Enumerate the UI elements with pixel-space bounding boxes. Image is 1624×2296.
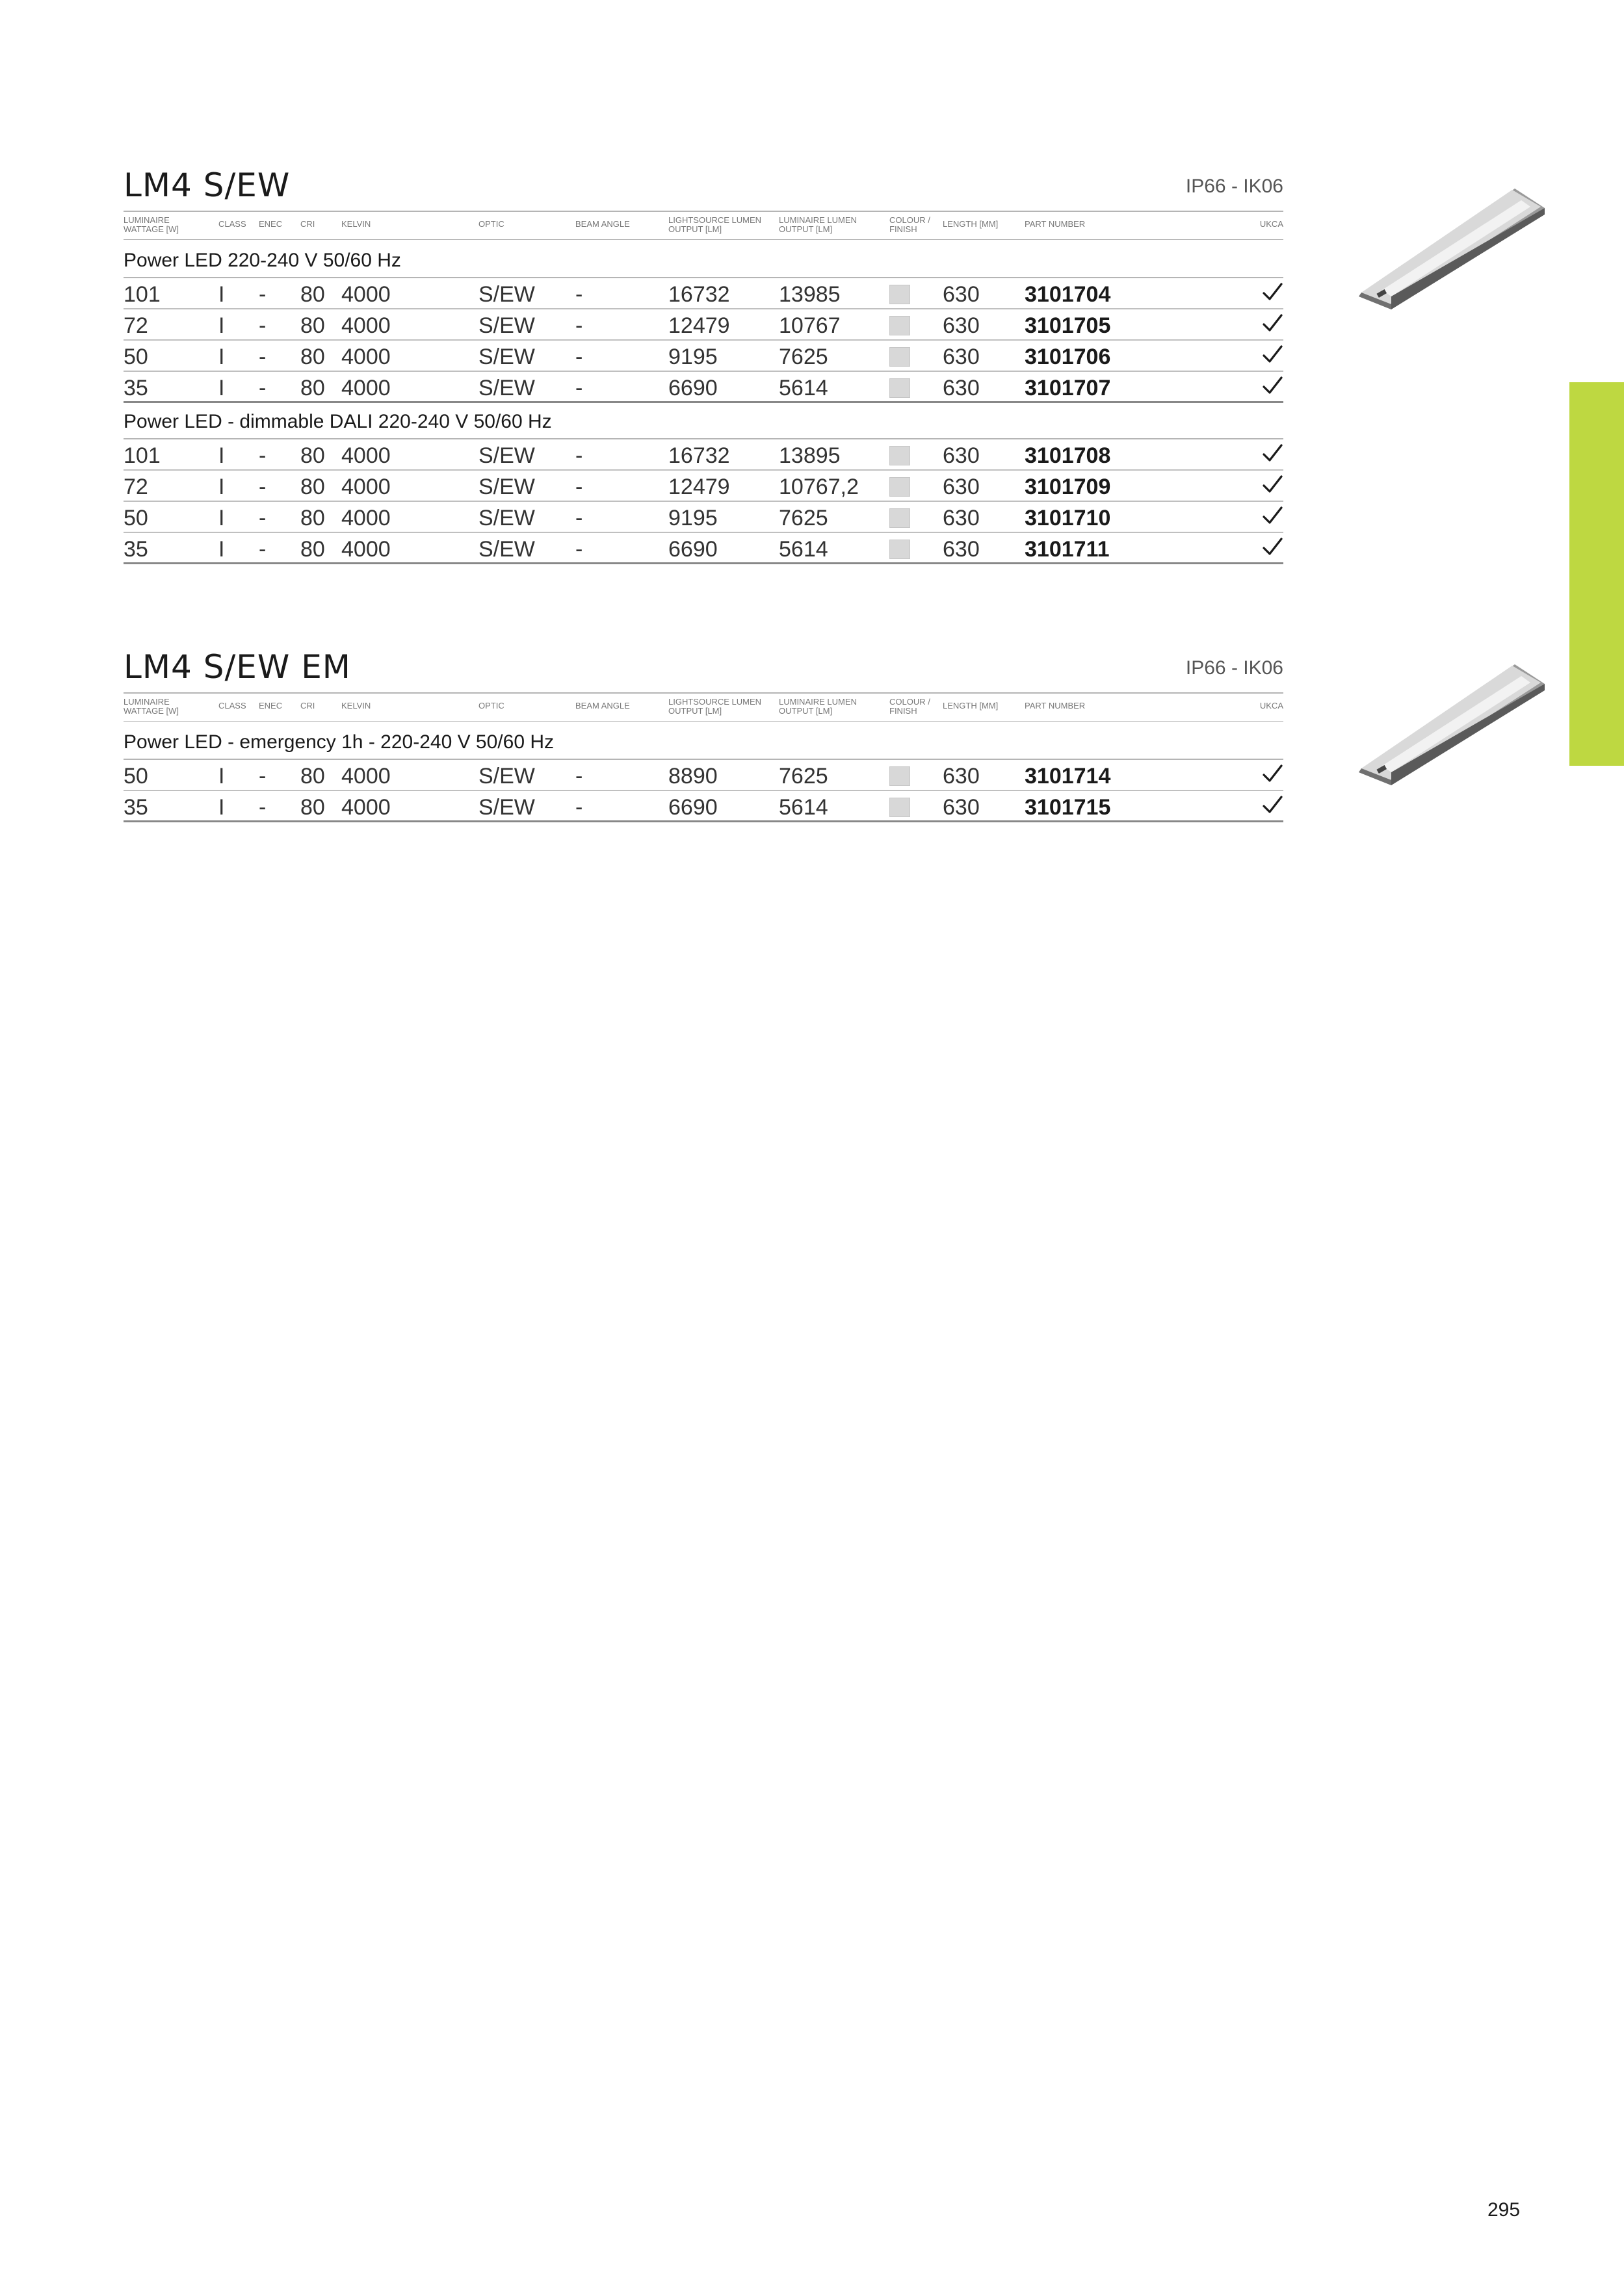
beam-angle-cell: - — [575, 443, 583, 468]
product-title: LM4 S/EW EM — [124, 648, 351, 686]
column-header — [668, 698, 761, 716]
column-header-label: LENGTH [MM] — [943, 701, 999, 711]
column-header-label: PART NUMBER — [1025, 219, 1086, 229]
column-header — [943, 220, 998, 229]
checkmark-icon — [1261, 536, 1283, 558]
column-header — [779, 698, 857, 716]
column-header — [300, 701, 315, 711]
column-header-label: CRI — [300, 701, 315, 711]
beam-angle-cell: - — [575, 764, 583, 789]
table-row — [124, 760, 1283, 791]
optic-cell: S/EW — [478, 475, 535, 499]
finish-colour-swatch — [889, 508, 910, 528]
column-header-label: OUTPUT [LM] — [779, 224, 833, 234]
lightsource-lumen-cell: 6690 — [668, 795, 718, 820]
finish-colour-swatch — [889, 285, 910, 304]
header-bottom-rule — [124, 239, 1283, 240]
checkmark-icon — [1261, 343, 1283, 365]
group-title: Power LED - dimmable DALI 220-240 V 50/60 Hz — [124, 411, 552, 432]
header-top-rule — [124, 692, 1283, 694]
column-header — [779, 216, 857, 234]
optic-cell: S/EW — [478, 313, 535, 338]
finish-colour-swatch — [889, 477, 910, 497]
page-number: 295 — [1487, 2199, 1521, 2221]
finish-colour-swatch — [889, 446, 910, 465]
column-header — [575, 701, 630, 711]
cri-cell: 80 — [300, 313, 325, 338]
luminaire-lumen-cell: 13895 — [779, 443, 841, 468]
enec-cell: - — [259, 313, 267, 338]
column-header-label: LUMINAIRE — [124, 697, 170, 707]
part-number-cell: 3101707 — [1025, 376, 1111, 400]
length-cell: 630 — [943, 443, 980, 468]
finish-colour-swatch — [889, 540, 910, 559]
beam-angle-cell: - — [575, 345, 583, 369]
checkmark-icon — [1261, 763, 1283, 785]
class-cell: I — [218, 537, 225, 562]
finish-colour-swatch — [889, 798, 910, 817]
class-cell: I — [218, 282, 225, 307]
protection-rating: IP66 - IK06 — [1185, 176, 1283, 197]
beam-angle-cell: - — [575, 537, 583, 562]
column-header-label: WATTAGE [W] — [124, 706, 179, 716]
finish-colour-swatch — [889, 378, 910, 398]
luminaire-lumen-cell: 7625 — [779, 506, 828, 530]
kelvin-cell: 4000 — [341, 506, 391, 530]
beam-angle-cell: - — [575, 376, 583, 400]
wattage-cell: 72 — [124, 475, 148, 499]
column-header-label: OUTPUT [LM] — [668, 224, 722, 234]
class-cell: I — [218, 764, 225, 789]
column-header — [124, 698, 179, 716]
length-cell: 630 — [943, 475, 980, 499]
column-header-label: LIGHTSOURCE LUMEN — [668, 215, 762, 225]
table-row — [124, 372, 1283, 403]
checkmark-icon — [1261, 312, 1283, 334]
kelvin-cell: 4000 — [341, 313, 391, 338]
column-header — [889, 698, 930, 716]
column-header-label: LIGHTSOURCE LUMEN — [668, 697, 762, 707]
enec-cell: - — [259, 443, 267, 468]
length-cell: 630 — [943, 345, 980, 369]
length-cell: 630 — [943, 764, 980, 789]
part-number-cell: 3101704 — [1025, 282, 1111, 307]
beam-angle-cell: - — [575, 795, 583, 820]
column-header-label: CLASS — [218, 701, 246, 711]
column-header — [300, 220, 315, 229]
finish-colour-swatch — [889, 766, 910, 786]
column-header-label: WATTAGE [W] — [124, 224, 179, 234]
column-header-label: FINISH — [889, 706, 917, 716]
kelvin-cell: 4000 — [341, 282, 391, 307]
column-header — [478, 220, 504, 229]
part-number-cell: 3101715 — [1025, 795, 1111, 820]
class-cell: I — [218, 475, 225, 499]
column-header — [218, 220, 246, 229]
optic-cell: S/EW — [478, 376, 535, 400]
part-number-cell: 3101710 — [1025, 506, 1111, 530]
table-row — [124, 341, 1283, 372]
column-header — [943, 701, 998, 711]
column-header-label: LENGTH [MM] — [943, 219, 999, 229]
luminaire-lumen-cell: 5614 — [779, 795, 828, 820]
column-header-label: OUTPUT [LM] — [668, 706, 722, 716]
column-header-label: CRI — [300, 219, 315, 229]
wattage-cell: 35 — [124, 376, 148, 400]
lightsource-lumen-cell: 8890 — [668, 764, 718, 789]
lightsource-lumen-cell: 12479 — [668, 475, 730, 499]
protection-rating: IP66 - IK06 — [1185, 657, 1283, 679]
table-row — [124, 278, 1283, 309]
column-header — [259, 220, 282, 229]
finish-colour-swatch — [889, 316, 910, 335]
table-row — [124, 533, 1283, 564]
column-header — [218, 701, 246, 711]
beam-angle-cell: - — [575, 506, 583, 530]
optic-cell: S/EW — [478, 537, 535, 562]
class-cell: I — [218, 376, 225, 400]
luminaire-lumen-cell: 10767 — [779, 313, 841, 338]
lightsource-lumen-cell: 6690 — [668, 537, 718, 562]
enec-cell: - — [259, 376, 267, 400]
kelvin-cell: 4000 — [341, 475, 391, 499]
length-cell: 630 — [943, 506, 980, 530]
enec-cell: - — [259, 345, 267, 369]
kelvin-cell: 4000 — [341, 764, 391, 789]
column-header — [1025, 220, 1085, 229]
luminaire-product-image — [1352, 181, 1547, 311]
column-header — [889, 216, 930, 234]
column-header-label: OPTIC — [478, 701, 504, 711]
cri-cell: 80 — [300, 345, 325, 369]
class-cell: I — [218, 345, 225, 369]
column-header — [124, 216, 179, 234]
column-header-label: KELVIN — [341, 701, 371, 711]
part-number-cell: 3101709 — [1025, 475, 1111, 499]
part-number-cell: 3101705 — [1025, 313, 1111, 338]
wattage-cell: 50 — [124, 764, 148, 789]
finish-colour-swatch — [889, 347, 910, 367]
lightsource-lumen-cell: 9195 — [668, 506, 718, 530]
cri-cell: 80 — [300, 282, 325, 307]
optic-cell: S/EW — [478, 282, 535, 307]
cri-cell: 80 — [300, 537, 325, 562]
lightsource-lumen-cell: 12479 — [668, 313, 730, 338]
part-number-cell: 3101706 — [1025, 345, 1111, 369]
lightsource-lumen-cell: 16732 — [668, 282, 730, 307]
column-header — [1025, 701, 1085, 711]
group-title: Power LED 220-240 V 50/60 Hz — [124, 250, 401, 271]
class-cell: I — [218, 795, 225, 820]
wattage-cell: 101 — [124, 282, 161, 307]
wattage-cell: 35 — [124, 537, 148, 562]
checkmark-icon — [1261, 442, 1283, 464]
part-number-cell: 3101708 — [1025, 443, 1111, 468]
part-number-cell: 3101714 — [1025, 764, 1111, 789]
table-row — [124, 471, 1283, 502]
optic-cell: S/EW — [478, 506, 535, 530]
checkmark-icon — [1261, 473, 1283, 495]
checkmark-icon — [1261, 374, 1283, 397]
column-header: UKCA — [1259, 219, 1283, 229]
luminaire-emergency-product-image — [1352, 657, 1547, 787]
class-cell: I — [218, 443, 225, 468]
kelvin-cell: 4000 — [341, 443, 391, 468]
kelvin-cell: 4000 — [341, 345, 391, 369]
wattage-cell: 35 — [124, 795, 148, 820]
class-cell: I — [218, 506, 225, 530]
lightsource-lumen-cell: 9195 — [668, 345, 718, 369]
column-header-label: LUMINAIRE — [124, 215, 170, 225]
wattage-cell: 72 — [124, 313, 148, 338]
enec-cell: - — [259, 506, 267, 530]
wattage-cell: 101 — [124, 443, 161, 468]
section-lm4-sew — [124, 166, 1283, 582]
luminaire-lumen-cell: 5614 — [779, 376, 828, 400]
luminaire-lumen-cell: 7625 — [779, 764, 828, 789]
column-header-label: FINISH — [889, 224, 917, 234]
cri-cell: 80 — [300, 795, 325, 820]
enec-cell: - — [259, 795, 267, 820]
length-cell: 630 — [943, 282, 980, 307]
kelvin-cell: 4000 — [341, 376, 391, 400]
wattage-cell: 50 — [124, 345, 148, 369]
luminaire-lumen-cell: 5614 — [779, 537, 828, 562]
kelvin-cell: 4000 — [341, 537, 391, 562]
luminaire-lumen-cell: 7625 — [779, 345, 828, 369]
column-header-label: COLOUR / — [889, 697, 930, 707]
column-header — [341, 220, 371, 229]
column-header — [478, 701, 504, 711]
column-header-label: BEAM ANGLE — [575, 219, 630, 229]
length-cell: 630 — [943, 313, 980, 338]
enec-cell: - — [259, 764, 267, 789]
beam-angle-cell: - — [575, 475, 583, 499]
column-header-row — [124, 698, 1283, 724]
column-header-label: OPTIC — [478, 219, 504, 229]
length-cell: 630 — [943, 795, 980, 820]
column-header: UKCA — [1259, 701, 1283, 711]
column-header-label: LUMINAIRE LUMEN — [779, 697, 857, 707]
column-header-label: COLOUR / — [889, 215, 930, 225]
section-lm4-sew-em — [124, 648, 1283, 856]
checkmark-icon — [1261, 794, 1283, 816]
column-header — [575, 220, 630, 229]
enec-cell: - — [259, 282, 267, 307]
column-header-label: PART NUMBER — [1025, 701, 1086, 711]
optic-cell: S/EW — [478, 764, 535, 789]
optic-cell: S/EW — [478, 345, 535, 369]
beam-angle-cell: - — [575, 282, 583, 307]
lightsource-lumen-cell: 6690 — [668, 376, 718, 400]
column-header-label: KELVIN — [341, 219, 371, 229]
table-row — [124, 439, 1283, 471]
cri-cell: 80 — [300, 443, 325, 468]
column-header — [259, 701, 282, 711]
column-header — [668, 216, 761, 234]
product-title: LM4 S/EW — [124, 166, 291, 204]
luminaire-lumen-cell: 13985 — [779, 282, 841, 307]
table-row — [124, 502, 1283, 533]
optic-cell: S/EW — [478, 443, 535, 468]
table-row — [124, 791, 1283, 822]
part-number-cell: 3101711 — [1025, 537, 1110, 562]
header-bottom-rule — [124, 721, 1283, 722]
column-header-label: OUTPUT [LM] — [779, 706, 833, 716]
cri-cell: 80 — [300, 376, 325, 400]
group-title: Power LED - emergency 1h - 220-240 V 50/60 Hz — [124, 731, 555, 753]
cri-cell: 80 — [300, 475, 325, 499]
wattage-cell: 50 — [124, 506, 148, 530]
column-header-label: BEAM ANGLE — [575, 701, 630, 711]
cri-cell: 80 — [300, 764, 325, 789]
lightsource-lumen-cell: 16732 — [668, 443, 730, 468]
class-cell: I — [218, 313, 225, 338]
enec-cell: - — [259, 537, 267, 562]
column-header-row — [124, 216, 1283, 242]
column-header-label: LUMINAIRE LUMEN — [779, 215, 857, 225]
checkmark-icon — [1261, 504, 1283, 527]
enec-cell: - — [259, 475, 267, 499]
column-header — [341, 701, 371, 711]
header-top-rule — [124, 211, 1283, 212]
column-header-label: CLASS — [218, 219, 246, 229]
table-row — [124, 309, 1283, 341]
column-header-label: ENEC — [259, 701, 283, 711]
optic-cell: S/EW — [478, 795, 535, 820]
luminaire-lumen-cell: 10767,2 — [779, 475, 859, 499]
kelvin-cell: 4000 — [341, 795, 391, 820]
length-cell: 630 — [943, 537, 980, 562]
chapter-tab-bar — [1569, 382, 1624, 766]
length-cell: 630 — [943, 376, 980, 400]
cri-cell: 80 — [300, 506, 325, 530]
column-header-label: ENEC — [259, 219, 283, 229]
beam-angle-cell: - — [575, 313, 583, 338]
checkmark-icon — [1261, 281, 1283, 303]
